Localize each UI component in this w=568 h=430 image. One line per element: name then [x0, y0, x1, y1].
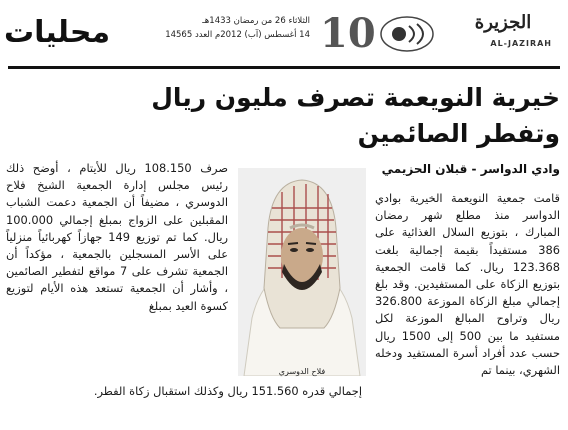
- date-line-gregorian-issue: 14 أغسطس (آب) 2012م العدد 14565: [165, 30, 310, 40]
- newspaper-logo: [448, 8, 558, 60]
- date-line-hijri: الثلاثاء 26 من رمضان 1433هـ: [202, 16, 310, 26]
- article-paragraph: إجمالي قدره 151.560 ريال وكذلك استقبال زكاة الفطر.: [93, 384, 362, 398]
- article-paragraph: صرف 108.150 ريال للأيتام ، أوضح ذلك رئيس مجلس إدارة الجمعية الشيخ فلاح الدوسري ، مضيفاً أن الجمعية دعمت الشباب المقبلين على الزواج بمبلغ إجمالي 100.000 ريال. كما تم توزيع 149 جهازاً كهربائياً منزلياً على الأسر المسجلين بالجمعية ، مؤكداً أن الجمعية تشرف على 7 مواقع لتفطير الصائمين ، وأشار أن الجمعية تستعد هذه الأيام لتوزيع كسوة العيد بمبلغ: [6, 161, 229, 313]
- headline-line-2: وتفطر الصائمين: [357, 119, 560, 148]
- headline: [150, 80, 560, 152]
- byline: وادي الدواسر - قبلان الحزيمي: [381, 162, 560, 176]
- masthead: [0, 0, 568, 70]
- article-column-left: [6, 160, 228, 315]
- header-rule: [8, 66, 560, 69]
- article-column-right: [375, 190, 560, 379]
- headline-line-1: خيرية النويعمة تصرف مليون ريال: [151, 83, 560, 112]
- date-line: [150, 14, 310, 42]
- ornament-icon: [376, 12, 438, 56]
- logo-arabic: الجزيرة: [474, 12, 532, 33]
- logo-english: AL-JAZIRAH: [490, 39, 552, 48]
- article-bottom-line: [6, 383, 362, 400]
- section-title: محليات: [4, 15, 111, 50]
- portrait-photo: [238, 168, 366, 376]
- page-number: 10: [320, 10, 376, 57]
- photo-caption: فلاح الدوسري: [278, 367, 326, 376]
- article-paragraph: قامت جمعية النويعمة الخيرية بوادي الدواسر منذ مطلع شهر رمضان المبارك ، بتوزيع السلال الغذائية على 386 مستفيداً بقيمة إجمالية بلغت 123.368 ريال. كما قامت الجمعية بتوزيع الزكاة على المستفيدين. وقد بلغ إجمالي مبلغ الزكاة الموزعة 326.800 ريال وتراوح المبالغ الموزعة لكل مستفيد ما بين 500 إلى 1500 ريال حسب عدد أفراد أسرة المستفيد ودخله الشهري، بينما تم: [375, 191, 561, 378]
